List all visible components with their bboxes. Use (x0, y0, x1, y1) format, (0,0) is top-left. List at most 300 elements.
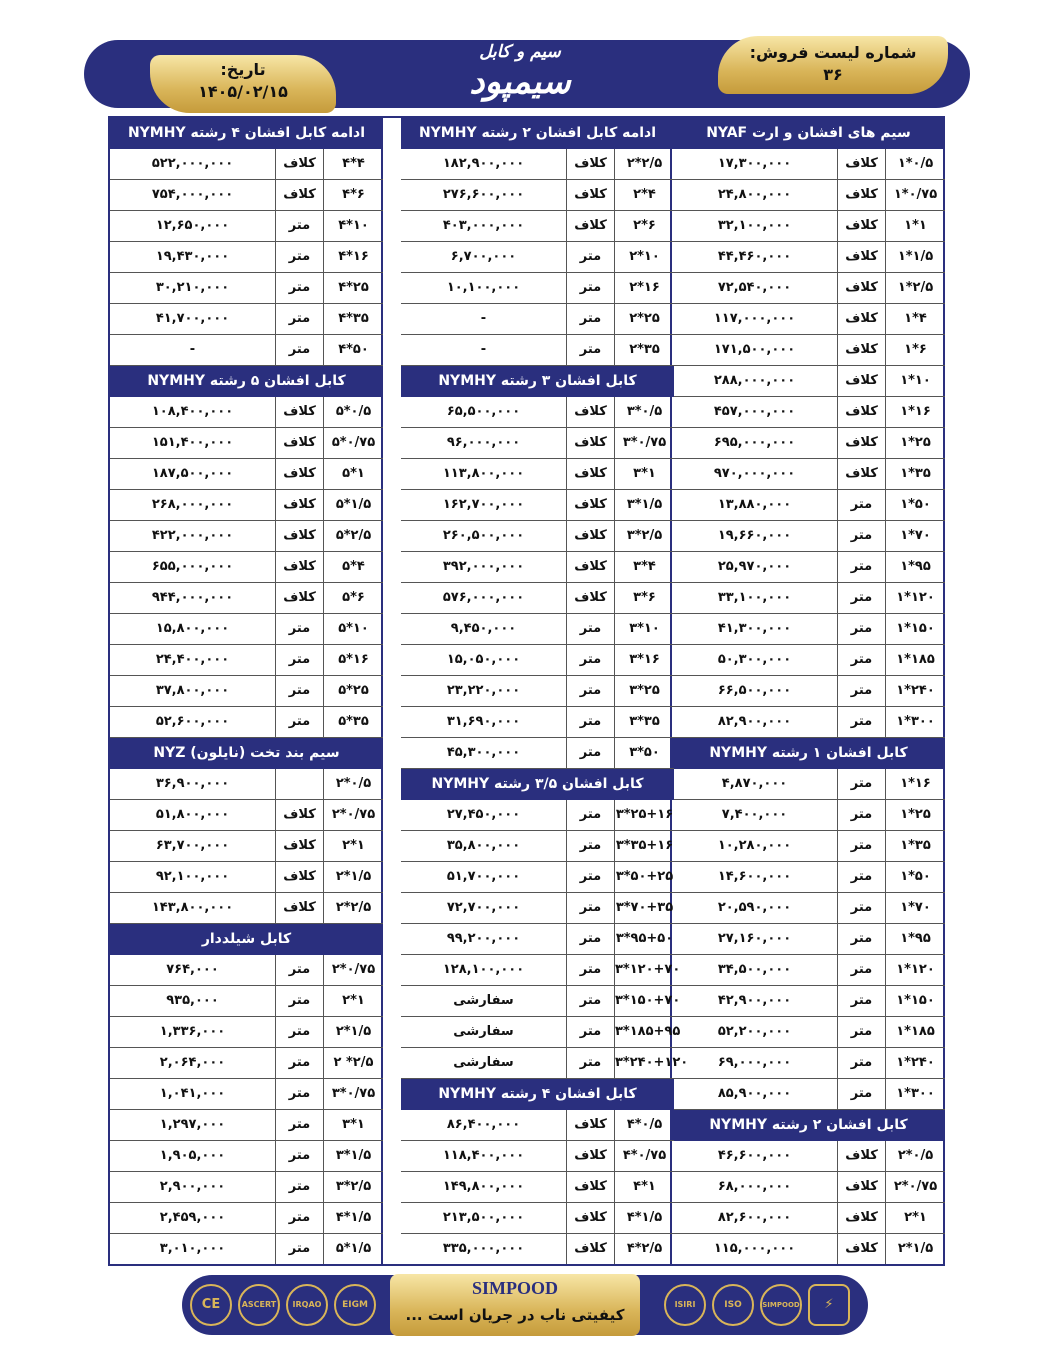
table-row (401, 614, 674, 645)
price-cell: ۳۶,۹۰۰,۰۰۰ (155, 776, 230, 791)
size-cell: ۴*۱/۵ (614, 1203, 674, 1233)
size-cell: ۴*۲/۵ (614, 1234, 674, 1264)
price-cell: ۱,۲۹۷,۰۰۰ (159, 1117, 226, 1132)
size-cell: ۲*۱ (885, 1203, 945, 1233)
price-cell: ۱۸۲,۹۰۰,۰۰۰ (442, 156, 525, 171)
price-cell: ۱۲,۶۵۰,۰۰۰ (155, 218, 230, 233)
table-row (110, 1203, 383, 1234)
price-cell: ۶۶,۵۰۰,۰۰۰ (717, 683, 792, 698)
table-row (401, 1203, 674, 1234)
table-row (110, 180, 383, 211)
unit-cell: کلاف (275, 831, 323, 861)
size-cell: ۱*۱۸۵ (885, 645, 945, 675)
unit-cell: متر (566, 862, 614, 892)
table-row (110, 1048, 383, 1079)
size-cell: ۵*۱۰ (323, 614, 383, 644)
table-row (110, 955, 383, 986)
table-row (110, 335, 383, 366)
unit-cell: کلاف (275, 180, 323, 210)
size-cell: ۲*۳۵ (614, 335, 674, 365)
unit-cell: متر (275, 304, 323, 334)
price-cell: سفارشی (453, 993, 514, 1008)
price-cell: ۲۴,۴۰۰,۰۰۰ (155, 652, 230, 667)
unit-cell: کلاف (837, 304, 885, 334)
table-row (401, 335, 674, 366)
price-table (108, 116, 945, 1266)
table-row (401, 459, 674, 490)
size-cell: ۲*۱/۵ (323, 862, 383, 892)
table-row (110, 521, 383, 552)
price-cell: ۹۹,۲۰۰,۰۰۰ (446, 931, 521, 946)
price-cell: ۹۷۰,۰۰۰,۰۰۰ (713, 466, 796, 481)
table-row (110, 304, 383, 335)
unit-cell: متر (837, 676, 885, 706)
size-cell: ۱*۲۴۰ (885, 1048, 945, 1078)
section-title: کابل افشان ۱ رشته NYMHY (672, 738, 945, 769)
table-row (110, 769, 383, 800)
price-cell: ۳۰,۲۱۰,۰۰۰ (155, 280, 230, 295)
price-cell: ۴۲۲,۰۰۰,۰۰۰ (151, 528, 234, 543)
price-cell: ۳,۰۱۰,۰۰۰ (159, 1241, 226, 1256)
price-cell: ۱,۰۴۱,۰۰۰ (159, 1086, 226, 1101)
unit-cell: کلاف (566, 552, 614, 582)
unit-cell: متر (837, 862, 885, 892)
unit-cell: کلاف (837, 1203, 885, 1233)
table-row (672, 1203, 945, 1234)
table-row (672, 1172, 945, 1203)
price-cell: - (480, 311, 487, 326)
price-cell: ۹۶,۰۰۰,۰۰۰ (446, 435, 521, 450)
unit-cell: کلاف (275, 428, 323, 458)
date-tag (150, 55, 336, 113)
price-cell: ۱۲۸,۱۰۰,۰۰۰ (442, 962, 525, 977)
price-cell: ۳۳۵,۰۰۰,۰۰۰ (442, 1241, 525, 1256)
brand-logo (420, 42, 620, 102)
unit-cell: متر (566, 273, 614, 303)
size-cell: ۳*۰/۷۵ (614, 428, 674, 458)
table-row (401, 1017, 681, 1048)
size-cell: ۵*۳۵ (323, 707, 383, 737)
size-cell: ۳*۱/۵ (323, 1141, 383, 1171)
unit-cell: کلاف (837, 1141, 885, 1171)
unit-cell: متر (837, 955, 885, 985)
table-row (401, 738, 674, 769)
unit-cell: متر (275, 1110, 323, 1140)
size-cell: ۳*۴ (614, 552, 674, 582)
table-row (672, 955, 945, 986)
table-row (110, 1141, 383, 1172)
table-row (672, 242, 945, 273)
unit-cell: کلاف (837, 366, 885, 396)
price-cell: سفارشی (453, 1055, 514, 1070)
size-cell: ۲*۰/۵ (323, 769, 383, 799)
brand-subtitle: سیم و کابل (479, 42, 561, 62)
size-cell: ۱*۱۲۰ (885, 955, 945, 985)
size-cell: ۳*۱۰ (614, 614, 674, 644)
size-cell: ۱*۱۶ (885, 769, 945, 799)
unit-cell: متر (837, 893, 885, 923)
unit-cell: متر (275, 707, 323, 737)
price-cell: ۵۱,۷۰۰,۰۰۰ (446, 869, 521, 884)
size-cell: ۱*۹۵ (885, 924, 945, 954)
size-cell: ۴*۱ (614, 1172, 674, 1202)
size-cell: ۱*۱۲۰ (885, 583, 945, 613)
size-cell: ۲*۰/۷۵ (323, 800, 383, 830)
size-cell: ۱*۲/۵ (885, 273, 945, 303)
unit-cell: متر (275, 1172, 323, 1202)
table-row (401, 955, 681, 986)
unit-cell: کلاف (837, 459, 885, 489)
size-cell: ۲*۱/۵ (323, 1017, 383, 1047)
size-cell: ۳*۱/۵ (614, 490, 674, 520)
size-cell: ۱*۱۸۵ (885, 1017, 945, 1047)
unit-cell: متر (837, 986, 885, 1016)
unit-cell: کلاف (837, 1234, 885, 1264)
price-cell: ۵۱,۸۰۰,۰۰۰ (155, 807, 230, 822)
footer-slogan-box (390, 1274, 640, 1336)
table-row (401, 645, 674, 676)
table-row (110, 986, 383, 1017)
price-cell: ۴,۸۷۰,۰۰۰ (721, 776, 788, 791)
date-label: تاریخ: (220, 60, 266, 79)
price-cell: ۴۲,۹۰۰,۰۰۰ (717, 993, 792, 1008)
size-cell: ۲*۲/۵ (323, 893, 383, 923)
price-cell: ۱۳,۸۸۰,۰۰۰ (717, 497, 792, 512)
price-cell: ۶۵۵,۰۰۰,۰۰۰ (151, 559, 234, 574)
price-cell: ۱۹,۴۳۰,۰۰۰ (155, 249, 230, 264)
price-cell: ۵۷۶,۰۰۰,۰۰۰ (442, 590, 525, 605)
price-cell: ۲۷,۴۵۰,۰۰۰ (446, 807, 521, 822)
price-cell: ۲۱۳,۵۰۰,۰۰۰ (442, 1210, 525, 1225)
price-cell: ۱۹,۶۶۰,۰۰۰ (717, 528, 792, 543)
unit-cell: کلاف (275, 459, 323, 489)
size-cell: ۱*۲۵ (885, 428, 945, 458)
size-cell: ۳*۶ (614, 583, 674, 613)
unit-cell: متر (566, 645, 614, 675)
price-cell: ۲۳,۲۲۰,۰۰۰ (446, 683, 521, 698)
price-cell: ۵۲۲,۰۰۰,۰۰۰ (151, 156, 234, 171)
price-cell: ۱۷,۳۰۰,۰۰۰ (717, 156, 792, 171)
price-cell: ۳۹۲,۰۰۰,۰۰۰ (442, 559, 525, 574)
size-cell: ۵*۶ (323, 583, 383, 613)
price-cell: ۶۸,۰۰۰,۰۰۰ (717, 1179, 792, 1194)
price-cell: ۳۱,۶۹۰,۰۰۰ (446, 714, 521, 729)
section-title: کابل افشان ۳/۵ رشته NYMHY (401, 769, 674, 800)
size-cell: ۵*۲۵ (323, 676, 383, 706)
section-title: کابل افشان ۳ رشته NYMHY (401, 366, 674, 397)
section-title: کابل شیلددار (110, 924, 383, 955)
table-row (401, 242, 674, 273)
size-cell: ۳*۹۵+۵۰ (614, 924, 674, 954)
table-row (110, 552, 383, 583)
size-cell: ۳*۲/۵ (323, 1172, 383, 1202)
unit-cell: متر (837, 645, 885, 675)
section-title: ادامه کابل افشان ۴ رشته NYMHY (110, 118, 383, 149)
price-cell: ۱۱۷,۰۰۰,۰۰۰ (713, 311, 796, 326)
size-cell: ۱*۲۴۰ (885, 676, 945, 706)
table-row (401, 831, 674, 862)
size-cell: ۵*۱۶ (323, 645, 383, 675)
unit-cell: کلاف (837, 149, 885, 179)
size-cell: ۱*۴ (885, 304, 945, 334)
size-cell: ۵*۱/۵ (323, 490, 383, 520)
size-cell: ۱*۱۵۰ (885, 614, 945, 644)
table-row (672, 1048, 945, 1079)
table-row (672, 490, 945, 521)
table-row (110, 614, 383, 645)
table-row (110, 800, 383, 831)
price-cell: ۴۰۳,۰۰۰,۰۰۰ (442, 218, 525, 233)
size-cell: ۱*۱۶ (885, 397, 945, 427)
size-cell: ۴*۶ (323, 180, 383, 210)
unit-cell: متر (566, 676, 614, 706)
table-row (672, 769, 945, 800)
table-row (672, 428, 945, 459)
unit-cell: متر (566, 955, 614, 985)
price-cell: ۱۷۱,۵۰۰,۰۰۰ (713, 342, 796, 357)
price-cell: ۳۷,۸۰۰,۰۰۰ (155, 683, 230, 698)
section-title: کابل افشان ۴ رشته NYMHY (401, 1079, 674, 1110)
price-cell: ۳۵,۸۰۰,۰۰۰ (446, 838, 521, 853)
unit-cell: کلاف (566, 1234, 614, 1264)
price-cell: ۵۰,۳۰۰,۰۰۰ (717, 652, 792, 667)
table-row (110, 676, 383, 707)
table-row (672, 149, 945, 180)
price-cell: ۸۲,۶۰۰,۰۰۰ (717, 1210, 792, 1225)
size-cell: ۴*۳۵ (323, 304, 383, 334)
table-row (401, 149, 674, 180)
table-row (110, 459, 383, 490)
price-cell: ۸۶,۴۰۰,۰۰۰ (446, 1117, 521, 1132)
size-cell: ۲*۴ (614, 180, 674, 210)
unit-cell: کلاف (275, 552, 323, 582)
size-cell: ۱*۵۰ (885, 490, 945, 520)
price-cell: ۶۳,۷۰۰,۰۰۰ (155, 838, 230, 853)
table-row (401, 397, 674, 428)
table-row (401, 1172, 674, 1203)
price-cell: ۱۰,۲۸۰,۰۰۰ (717, 838, 792, 853)
table-row (401, 1234, 674, 1265)
price-cell: ۴۵,۳۰۰,۰۰۰ (446, 745, 521, 760)
table-row (672, 893, 945, 924)
size-cell: ۴*۱۶ (323, 242, 383, 272)
table-row (401, 1141, 674, 1172)
price-column-middle (401, 118, 689, 1265)
unit-cell: متر (275, 645, 323, 675)
unit-cell: متر (275, 614, 323, 644)
size-cell: ۲*۲/۵ (614, 149, 674, 179)
table-row (401, 707, 674, 738)
size-cell: ۳*۲۵ (614, 676, 674, 706)
price-cell: ۶۵,۵۰۰,۰۰۰ (446, 404, 521, 419)
price-column-left (110, 118, 383, 1265)
unit-cell: متر (837, 1048, 885, 1078)
section-title: سیم بند تخت (نایلون) NYZ (110, 738, 383, 769)
unit-cell: کلاف (275, 800, 323, 830)
size-cell: ۱*۲۵ (885, 800, 945, 830)
lightning-logo-icon: ⚡ (808, 1284, 850, 1326)
unit-cell: متر (275, 1048, 323, 1078)
price-cell: ۱۱۸,۴۰۰,۰۰۰ (442, 1148, 525, 1163)
table-row (672, 335, 945, 366)
table-row (110, 1110, 383, 1141)
size-cell: ۱*۹۵ (885, 552, 945, 582)
unit-cell: متر (275, 676, 323, 706)
unit-cell: متر (275, 1234, 323, 1264)
size-cell: ۴*۵۰ (323, 335, 383, 365)
table-row (672, 862, 945, 893)
size-cell: ۳*۱۶ (614, 645, 674, 675)
unit-cell: کلاف (566, 490, 614, 520)
size-cell: ۳*۳۵+۱۶ (614, 831, 674, 861)
unit-cell: کلاف (837, 428, 885, 458)
ce-logo-icon: CE (190, 1284, 232, 1326)
unit-cell: کلاف (566, 1203, 614, 1233)
size-cell: ۳*۰/۷۵ (323, 1079, 383, 1109)
unit-cell: کلاف (837, 180, 885, 210)
price-cell: ۴۱,۷۰۰,۰۰۰ (155, 311, 230, 326)
unit-cell: کلاف (566, 1110, 614, 1140)
size-cell: ۳*۱ (323, 1110, 383, 1140)
table-row (401, 893, 674, 924)
size-cell: ۱*۱/۵ (885, 242, 945, 272)
size-cell: ۲*۰/۵ (885, 1141, 945, 1171)
price-cell: ۲۰,۵۹۰,۰۰۰ (717, 900, 792, 915)
unit-cell: کلاف (837, 1172, 885, 1202)
table-row (110, 273, 383, 304)
price-cell: ۷۵۴,۰۰۰,۰۰۰ (151, 187, 234, 202)
unit-cell: متر (275, 211, 323, 241)
price-cell: ۱۸۷,۵۰۰,۰۰۰ (151, 466, 234, 481)
size-cell: ۱*۶ (885, 335, 945, 365)
price-cell: ۶۹,۰۰۰,۰۰۰ (717, 1055, 792, 1070)
table-row (401, 800, 674, 831)
size-cell: ۱*۵۰ (885, 862, 945, 892)
table-row (672, 645, 945, 676)
price-cell: ۲,۰۶۴,۰۰۰ (159, 1055, 226, 1070)
unit-cell: متر (566, 304, 614, 334)
table-row (401, 1048, 689, 1079)
price-cell: ۴۱,۳۰۰,۰۰۰ (717, 621, 792, 636)
unit-cell: متر (837, 490, 885, 520)
eigm-logo-icon: EIGM (334, 1284, 376, 1326)
unit-cell: متر (837, 552, 885, 582)
price-cell: ۲۶۰,۵۰۰,۰۰۰ (442, 528, 525, 543)
table-row (672, 614, 945, 645)
price-cell: ۳۴,۵۰۰,۰۰۰ (717, 962, 792, 977)
size-cell: ۲ *۲/۵ (323, 1048, 383, 1078)
table-row (110, 1079, 383, 1110)
table-row (401, 583, 674, 614)
size-cell: ۳*۵۰ (614, 738, 674, 768)
price-cell: ۵۲,۶۰۰,۰۰۰ (155, 714, 230, 729)
table-row (672, 552, 945, 583)
table-row (401, 986, 681, 1017)
price-cell: ۹,۴۵۰,۰۰۰ (450, 621, 517, 636)
price-cell: ۳۳,۱۰۰,۰۰۰ (717, 590, 792, 605)
table-row (110, 428, 383, 459)
price-cell: ۱۴۳,۸۰۰,۰۰۰ (151, 900, 234, 915)
size-cell: ۲*۶ (614, 211, 674, 241)
size-cell: ۲*۱۰ (614, 242, 674, 272)
price-cell: ۲,۹۰۰,۰۰۰ (159, 1179, 226, 1194)
unit-cell: متر (275, 335, 323, 365)
size-cell: ۱*۷۰ (885, 521, 945, 551)
size-cell: ۳*۷۰+۳۵ (614, 893, 674, 923)
size-cell: ۲*۰/۷۵ (885, 1172, 945, 1202)
table-row (110, 893, 383, 924)
unit-cell: کلاف (837, 273, 885, 303)
price-cell: ۹۲,۱۰۰,۰۰۰ (155, 869, 230, 884)
unit-cell: کلاف (566, 428, 614, 458)
size-cell: ۵*۰/۷۵ (323, 428, 383, 458)
price-cell: ۸۲,۹۰۰,۰۰۰ (717, 714, 792, 729)
unit-cell: متر (837, 583, 885, 613)
table-row (110, 583, 383, 614)
table-row (110, 862, 383, 893)
size-cell: ۳*۱۲۰+۷۰ (614, 955, 674, 985)
unit-cell: متر (275, 955, 323, 985)
unit-cell: کلاف (275, 397, 323, 427)
table-row (401, 490, 674, 521)
unit-cell: متر (837, 614, 885, 644)
price-cell: ۸۵,۹۰۰,۰۰۰ (717, 1086, 792, 1101)
unit-cell: متر (566, 738, 614, 768)
table-row (672, 676, 945, 707)
size-cell: ۱*۰/۵ (885, 149, 945, 179)
table-row (401, 180, 674, 211)
price-cell: ۲۷۶,۶۰۰,۰۰۰ (442, 187, 525, 202)
unit-cell: کلاف (837, 211, 885, 241)
price-cell: ۶۹۵,۰۰۰,۰۰۰ (713, 435, 796, 450)
unit-cell: متر (566, 893, 614, 923)
unit-cell: متر (837, 707, 885, 737)
table-row (672, 180, 945, 211)
price-cell: ۱,۹۰۵,۰۰۰ (159, 1148, 226, 1163)
unit-cell: کلاف (566, 521, 614, 551)
size-cell: ۳*۱ (614, 459, 674, 489)
price-cell: ۲,۴۵۹,۰۰۰ (159, 1210, 226, 1225)
size-cell: ۱*۰/۷۵ (885, 180, 945, 210)
size-cell: ۵*۱/۵ (323, 1234, 383, 1264)
size-cell: ۲*۱ (323, 986, 383, 1016)
size-cell: ۳*۰/۵ (614, 397, 674, 427)
price-cell: ۷,۴۰۰,۰۰۰ (721, 807, 788, 822)
price-cell: ۱۰,۱۰۰,۰۰۰ (446, 280, 521, 295)
table-row (672, 1079, 945, 1110)
price-cell: ۷۲,۵۴۰,۰۰۰ (717, 280, 792, 295)
table-row (401, 552, 674, 583)
table-row (672, 707, 945, 738)
price-cell: ۴۴,۴۶۰,۰۰۰ (717, 249, 792, 264)
unit-cell: متر (566, 1017, 614, 1047)
price-cell: ۲۶۸,۰۰۰,۰۰۰ (151, 497, 234, 512)
price-cell: ۷۲,۷۰۰,۰۰۰ (446, 900, 521, 915)
unit-cell: کلاف (275, 893, 323, 923)
unit-cell: متر (566, 614, 614, 644)
size-cell: ۱*۱۰ (885, 366, 945, 396)
size-cell: ۱*۱ (885, 211, 945, 241)
table-row (672, 397, 945, 428)
unit-cell: متر (566, 242, 614, 272)
unit-cell: کلاف (566, 180, 614, 210)
price-cell: ۴۶,۶۰۰,۰۰۰ (717, 1148, 792, 1163)
sales-list-number-tag (718, 36, 948, 94)
unit-cell: کلاف (566, 1141, 614, 1171)
unit-cell: متر (837, 831, 885, 861)
unit-cell: کلاف (566, 583, 614, 613)
unit-cell: کلاف (566, 149, 614, 179)
